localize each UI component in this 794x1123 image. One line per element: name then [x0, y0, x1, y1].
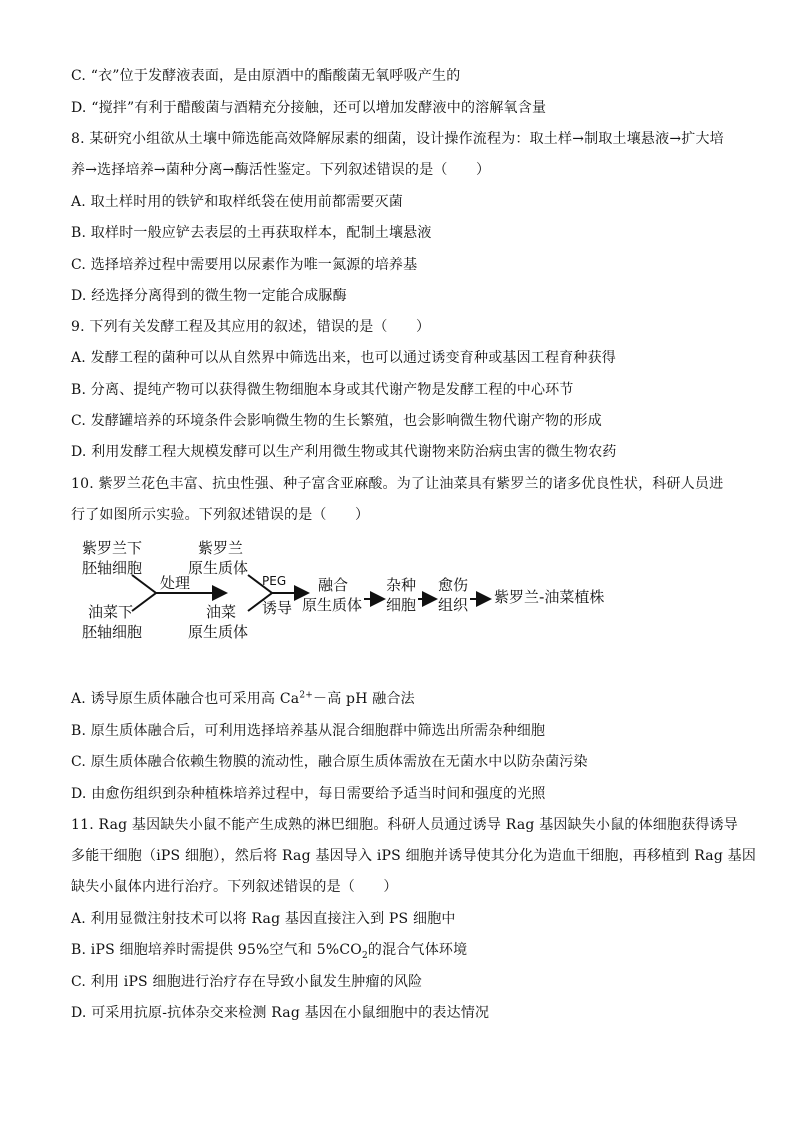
node-callus-l1: 愈伤: [438, 576, 469, 594]
fusion-flow-diagram: [70, 535, 630, 655]
q11-option-b: [71, 941, 467, 959]
label-induce: 诱导: [262, 599, 293, 617]
node-rape-hypocotyl-l1: 油菜下: [88, 603, 134, 621]
node-fused-protoplast-l2: 原生质体: [302, 596, 363, 614]
node-violet-protoplast-l1: 紫罗兰: [198, 539, 244, 557]
q8-stem-line2: 养→选择培养→菌种分离→酶活性鉴定。下列叙述错误的是（ ）: [71, 162, 491, 178]
q10-option-a-pre: A. 诱导原生质体融合也可采用高 Ca: [71, 691, 300, 707]
q10-option-a-post: －高 pH 融合法: [313, 691, 415, 707]
q8-option-d: D. 经选择分离得到的微生物一定能合成脲酶: [71, 288, 347, 304]
q10-option-c: C. 原生质体融合依赖生物膜的流动性，融合原生质体需放在无菌水中以防杂菌污染: [71, 754, 588, 770]
chevron-treat: [132, 575, 156, 611]
q11-option-b-subscript: 2: [361, 950, 368, 961]
node-rape-protoplast-l1: 油菜: [206, 603, 237, 621]
q11-option-d: D. 可采用抗原-抗体杂交来检测 Rag 基因在小鼠细胞中的表达情况: [71, 1005, 490, 1021]
node-hybrid-cell-l1: 杂种: [386, 576, 417, 594]
q10-stem-line1: 10. 紫罗兰花色丰富、抗虫性强、种子富含亚麻酸。为了让油菜具有紫罗兰的诸多优良性状，科研人员进: [71, 476, 724, 492]
node-hybrid-cell-l2: 细胞: [386, 596, 417, 614]
q9-option-d: D. 利用发酵工程大规模发酵可以生产利用微生物或其代谢物来防治病虫害的微生物农药: [71, 444, 617, 460]
q10-stem-line2: 行了如图所示实验。下列叙述错误的是（ ）: [71, 507, 370, 523]
node-violet-hypocotyl-l1: 紫罗兰下: [82, 539, 143, 557]
label-treat: 处理: [160, 574, 191, 592]
q10-option-d: D. 由愈伤组织到杂种植株培养过程中，每日需要给予适当时间和强度的光照: [71, 786, 546, 802]
node-violet-hypocotyl-l2: 胚轴细胞: [82, 559, 143, 577]
q9-stem: 9. 下列有关发酵工程及其应用的叙述，错误的是（ ）: [71, 319, 431, 335]
q10-option-b: B. 原生质体融合后，可利用选择培养基从混合细胞群中筛选出所需杂种细胞: [71, 723, 546, 739]
q7-option-c: C. “衣”位于发酵液表面，是由原酒中的酯酸菌无氧呼吸产生的: [71, 68, 461, 84]
q11-stem-line3: 缺失小鼠体内进行治疗。下列叙述错误的是（ ）: [71, 879, 398, 895]
q11-stem-line2: 多能干细胞（iPS 细胞），然后将 Rag 基因导入 iPS 细胞并诱导使其分化为造血干细胞，再移植到 Rag 基因: [71, 848, 757, 864]
node-rape-hypocotyl-l2: 胚轴细胞: [82, 623, 143, 641]
q8-option-b: B. 取样时一般应铲去表层的土再获取样本，配制土壤悬液: [71, 225, 432, 241]
q9-option-a: A. 发酵工程的菌种可以从自然界中筛选出来，也可以通过诱变育种或基因工程育种获得: [71, 350, 617, 366]
q8-option-a: A. 取土样时用的铁铲和取样纸袋在使用前都需要灭菌: [71, 194, 404, 210]
node-callus-l2: 组织: [438, 596, 469, 614]
q8-option-c: C. 选择培养过程中需要用以尿素作为唯一氮源的培养基: [71, 257, 418, 273]
node-rape-protoplast-l2: 原生质体: [188, 623, 249, 641]
q8-stem-line1: 8. 某研究小组欲从土壤中筛选能高效降解尿素的细菌，设计操作流程为：取土样→制取土壤悬液→扩大培: [71, 131, 724, 147]
q10-option-a: [71, 690, 415, 708]
node-fused-protoplast-l1: 融合: [318, 576, 349, 594]
q11-option-a: A. 利用显微注射技术可以将 Rag 基因直接注入到 PS 细胞中: [71, 911, 456, 927]
q11-option-b-pre: B. iPS 细胞培养时需提供 95%空气和 5%CO: [71, 942, 362, 958]
node-violet-protoplast-l2: 原生质体: [188, 559, 249, 577]
q11-option-c: C. 利用 iPS 细胞进行治疗存在导致小鼠发生肿瘤的风险: [71, 974, 423, 990]
q11-stem-line1: 11. Rag 基因缺失小鼠不能产生成熟的淋巴细胞。科研人员通过诱导 Rag 基因缺失小鼠的体细胞获得诱导: [71, 817, 739, 833]
q11-option-b-post: 的混合气体环境: [367, 942, 468, 958]
q7-option-d: D. “搅拌”有利于醋酸菌与酒精充分接触，还可以增加发酵液中的溶解氧含量: [71, 100, 547, 116]
q9-option-c: C. 发酵罐培养的环境条件会影响微生物的生长繁殖，也会影响微生物代谢产物的形成: [71, 413, 602, 429]
node-hybrid-plant: 紫罗兰-油菜植株: [494, 588, 605, 606]
label-peg: PEG: [262, 574, 287, 588]
q9-option-b: B. 分离、提纯产物可以获得微生物细胞本身或其代谢产物是发酵工程的中心环节: [71, 382, 574, 398]
q10-option-a-superscript: 2+: [299, 690, 313, 701]
